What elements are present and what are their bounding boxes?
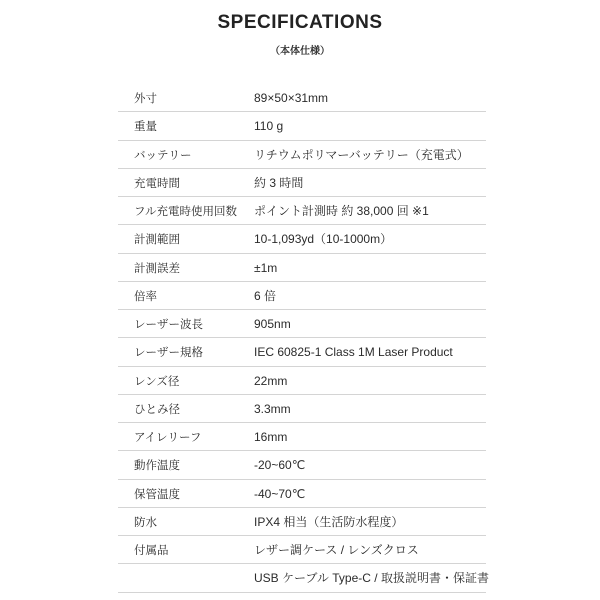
spec-row-weight	[118, 112, 486, 140]
spec-label: 防水	[134, 514, 157, 529]
spec-label: 動作温度	[134, 458, 180, 473]
spec-value: 905nm	[254, 317, 291, 331]
spec-label: ひとみ径	[134, 401, 180, 416]
spec-row-laser-wavelength	[118, 310, 486, 338]
page-title: SPECIFICATIONS	[217, 12, 383, 33]
page-subtitle: （本体仕様）	[270, 46, 330, 57]
spec-row-operating-temp	[118, 451, 486, 479]
spec-value: -20~60℃	[254, 458, 306, 473]
spec-label: 倍率	[134, 288, 157, 303]
spec-value: -40~70℃	[254, 486, 306, 501]
spec-label: バッテリー	[134, 147, 192, 162]
spec-label: レンズ径	[134, 373, 180, 388]
spec-label: 外寸	[134, 91, 157, 105]
spec-row-dimensions	[118, 84, 486, 112]
spec-row-measure-error	[118, 254, 486, 282]
spec-label: レーザー規格	[134, 345, 203, 360]
spec-value: USB ケーブル Type-C / 取扱説明書・保証書	[254, 571, 489, 586]
spec-label: レーザー波長	[134, 317, 203, 331]
spec-value: 16mm	[254, 430, 288, 444]
spec-row-charge-time	[118, 169, 486, 197]
spec-value: ±1m	[254, 260, 278, 275]
spec-row-magnification	[118, 282, 486, 310]
spec-value: 10-1,093yd（10-1000m）	[254, 232, 393, 247]
spec-label: 付属品	[134, 543, 169, 557]
spec-value: 89×50×31mm	[254, 91, 329, 105]
spec-label: 計測範囲	[134, 232, 180, 247]
spec-label: 保管温度	[134, 486, 180, 501]
spec-value: レザー調ケース / レンズクロス	[254, 543, 419, 557]
spec-row-measure-range	[118, 225, 486, 253]
spec-row-battery	[118, 141, 486, 169]
spec-value: IEC 60825-1 Class 1M Laser Product	[254, 345, 453, 360]
spec-row-eye-relief	[118, 423, 486, 451]
spec-row-lens-diameter	[118, 367, 486, 395]
spec-row-exit-pupil	[118, 395, 486, 423]
spec-row-accessories-cont	[118, 564, 489, 592]
spec-value: 6 倍	[254, 288, 277, 303]
spec-value: リチウムポリマーバッテリー（充電式）	[254, 147, 469, 162]
spec-value: IPX4 相当（生活防水程度）	[254, 514, 404, 529]
spec-value: 3.3mm	[254, 401, 291, 416]
spec-row-accessories	[118, 536, 486, 564]
spec-row-waterproof	[118, 508, 486, 536]
spec-row-laser-standard	[118, 338, 486, 366]
spec-label: 充電時間	[134, 175, 180, 190]
spec-value: 110 g	[254, 119, 284, 134]
spec-label: 重量	[134, 119, 157, 134]
spec-row-uses-per-charge	[118, 197, 486, 225]
spec-value: 22mm	[254, 373, 288, 388]
spec-value: 約 3 時間	[254, 175, 304, 190]
spec-value: ポイント計測時 約 38,000 回 ※1	[254, 204, 429, 218]
spec-label: アイレリーフ	[134, 430, 202, 444]
spec-label: 計測誤差	[134, 260, 180, 275]
spec-label: フル充電時使用回数	[134, 204, 238, 218]
spec-table	[118, 84, 489, 593]
spec-row-storage-temp	[118, 480, 486, 508]
